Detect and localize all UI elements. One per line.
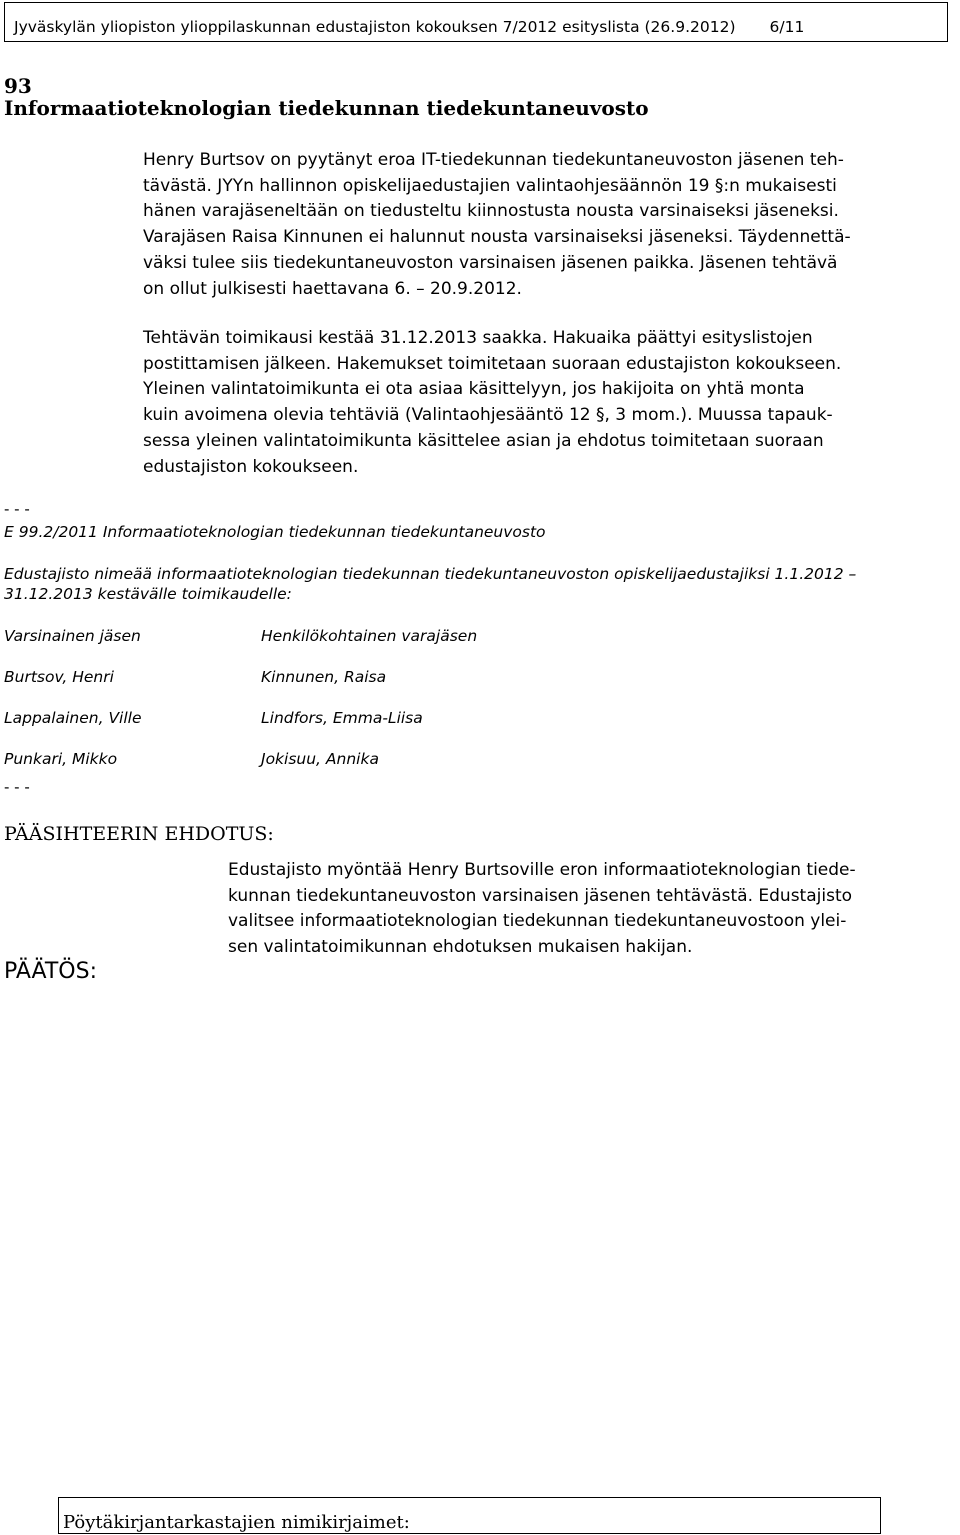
deputy-name: Kinnunen, Raisa <box>261 668 387 686</box>
reference-line: E 99.2/2011 Informaatioteknologian tiedekunnan tiedekuntaneuvosto <box>4 523 546 541</box>
separator-top: - - - <box>4 500 30 518</box>
page-header <box>4 2 948 42</box>
separator-bottom: - - - <box>4 778 30 796</box>
paragraph-resignation: Henry Burtsov on pyytänyt eroa IT-tiedekunnan tiedekuntaneuvoston jäsenen teh- tävästä. JYYn hallinnon opiskelijaedustajien valintaohjesäännön 19 §:n mukaisesti hänen varajäseneltään on tiedusteltu kiinnostusta nousta varsinaiseksi jäseneksi. Varajäsen Raisa Kinnunen ei halunnut nousta varsinaiseksi jäseneksi. Täydennettä- väksi tulee siis tiedekuntaneuvoston varsinaisen jäsenen paikka. Jäsenen tehtävä on ollut julkisesti haettavana 6. – 20.9.2012. <box>143 150 851 299</box>
deputy-name: Jokisuu, Annika <box>261 750 379 768</box>
page-number: 6/11 <box>769 18 805 36</box>
footer-initials-box[interactable] <box>58 1497 881 1534</box>
member-name: Punkari, Mikko <box>4 750 118 768</box>
deputy-name: Lindfors, Emma-Liisa <box>261 709 423 727</box>
proposal-text: Edustajisto myöntää Henry Burtsoville eron informaatioteknologian tiede- kunnan tiedekuntaneuvoston varsinaisen jäsenen tehtävästä. Edustajisto valitsee informaatioteknologian tiedekunnan tiedekuntaneuvostoon ylei- sen valintatoimikunnan ehdotuksen mukaisen hakijan. <box>228 860 856 958</box>
appointment-text: Edustajisto nimeää informaatioteknologian tiedekunnan tiedekuntaneuvoston opiskelijaedustajiksi 1.1.2012 – 31.12.2013 kestävälle toimikaudelle: <box>4 565 857 603</box>
member-name: Lappalainen, Ville <box>4 709 142 727</box>
proposal-heading: PÄÄSIHTEERIN EHDOTUS: <box>4 823 274 845</box>
footer-label: Pöytäkirjantarkastajien nimikirjaimet: <box>63 1512 410 1533</box>
case-number: 93 <box>4 74 32 98</box>
member-name: Burtsov, Henri <box>4 668 114 686</box>
paragraph-term: Tehtävän toimikausi kestää 31.12.2013 saakka. Hakuaika päättyi esityslistojen postittamisen jälkeen. Hakemukset toimitetaan suoraan edustajiston kokoukseen. Yleinen valintatoimikunta ei ota asiaa käsittelyyn, jos hakijoita on yhtä monta kuin avoimena olevia tehtäviä (Valintaohjesääntö 12 §, 3 mom.). Muussa tapauk- sessa yleinen valintatoimikunta käsittelee asian ja ehdotus toimitetaan suoraan edustajiston kokoukseen. <box>143 328 842 477</box>
case-title: Informaatioteknologian tiedekunnan tiedekuntaneuvosto <box>4 96 649 120</box>
decision-heading: PÄÄTÖS: <box>4 959 97 984</box>
header-title: Jyväskylän yliopiston ylioppilaskunnan edustajiston kokouksen 7/2012 esityslista (26.9.2012) <box>14 18 736 36</box>
member-column-header: Varsinainen jäsen <box>4 627 141 645</box>
deputy-column-header: Henkilökohtainen varajäsen <box>261 627 478 645</box>
